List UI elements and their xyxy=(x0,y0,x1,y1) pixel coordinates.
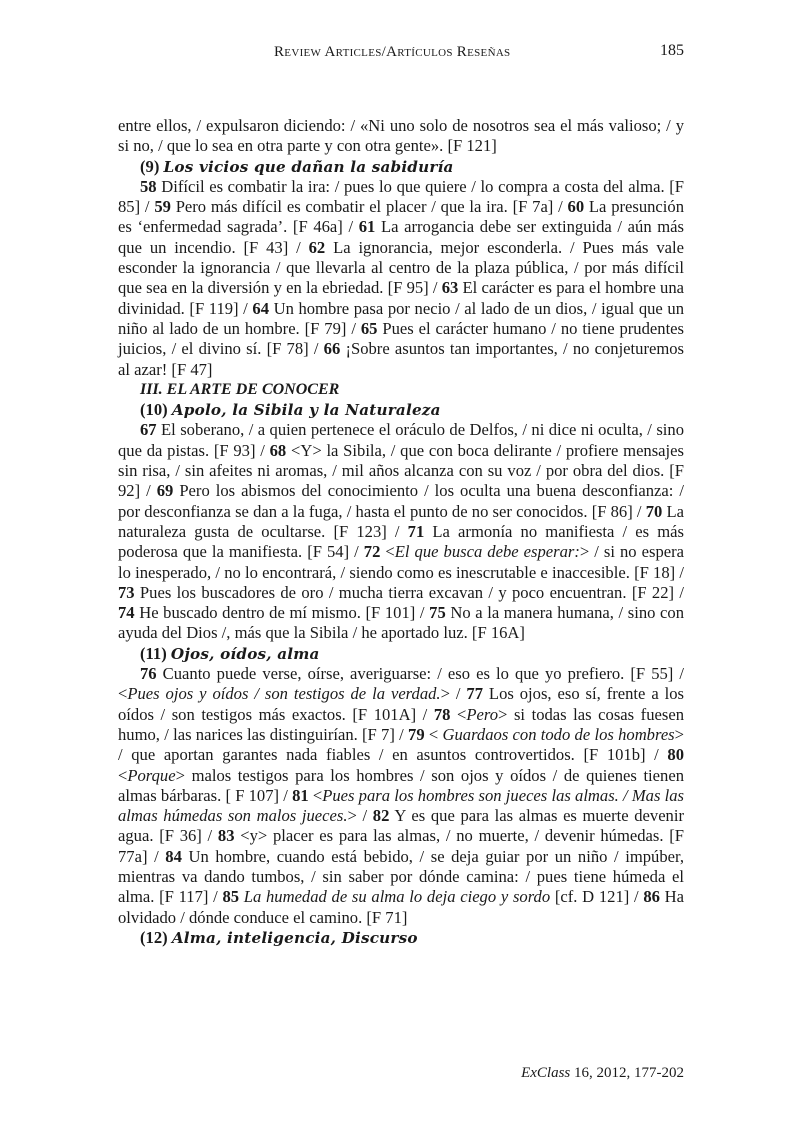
section-heading xyxy=(118,644,684,664)
text-run: Difícil es combatir la ira: / pues lo que quiere / lo compra a costa del alma. [F 85] / xyxy=(118,176,684,217)
italic-quote: Guardaos con todo de los hombres xyxy=(442,724,675,744)
text-run: > / que aportan garantes nada fiables / en asuntos controvertidos. [F 101b] / xyxy=(118,724,684,765)
fragment-number: 68 xyxy=(269,440,287,460)
fragment-number: 71 xyxy=(407,521,425,541)
fragment-number: 63 xyxy=(441,278,459,298)
fragment-number: 61 xyxy=(358,217,376,237)
text-run: Los ojos, eso sí, frente a los oídos / son testigos más exactos. [F 101A] / xyxy=(118,684,684,724)
italic-quote: Pues para los hombres son jueces las almas. / Mas las almas húmedas son malos jueces. xyxy=(118,785,684,826)
text-run: La armonía no manifiesta / es más poderosa que la manifiesta. [F 54] / xyxy=(118,521,684,562)
text-run: > / si no espera lo inesperado, / no lo encontrará, / siendo como es inescrutable e inaccesible. [F 18] / xyxy=(118,542,684,582)
journal-citation: 16, 2012, 177-202 xyxy=(570,1065,684,1081)
section-heading xyxy=(118,928,684,948)
text-run: El carácter es para el hombre una divinidad. [F 119] / xyxy=(118,278,684,318)
fragment-number: 67 xyxy=(140,420,157,440)
text-run: <Y> la Sibila, / que con boca delirante / profiere mensajes sin risa, / sin afeites ni aromas, / mil años alcanza con su voz / por obra del dios. [F 92] / xyxy=(118,440,684,501)
text-run: Ha olvidado / dónde conduce el camino. [F 71] xyxy=(118,887,684,927)
section-heading xyxy=(118,157,684,177)
text-run: Pero más difícil es combatir el placer / que la ira. [F 7a] / xyxy=(170,197,568,217)
section-heading xyxy=(118,400,684,420)
text-run: > / xyxy=(347,806,373,826)
fragment-number: 86 xyxy=(643,887,660,907)
fragment-number: 77 xyxy=(466,684,483,704)
text-run: La naturaleza gusta de ocultarse. [F 123] / xyxy=(118,501,684,541)
fragment-number: 82 xyxy=(372,806,390,826)
section-number: (9) xyxy=(140,156,160,176)
text-run: > / xyxy=(440,684,467,704)
journal-footer xyxy=(521,1065,684,1082)
italic-quote: El que busca debe esperar: xyxy=(394,542,580,562)
section-number: (10) xyxy=(140,400,168,420)
fragment-number: 78 xyxy=(433,704,451,724)
section-title: Los vicios que dañan la sabiduría xyxy=(163,157,454,176)
fragment-number: 66 xyxy=(323,339,341,359)
italic-quote: Pero xyxy=(466,704,499,724)
fragment-number: 75 xyxy=(429,603,446,623)
text-run: > si todas las cosas fuesen humo, / las narices las distinguirían. [F 7] / xyxy=(118,704,684,744)
paragraph xyxy=(118,420,684,643)
text-run: Un hombre pasa por necio / al lado de un dios, / igual que un niño al lado de un hombre. [F 79] / xyxy=(118,298,684,338)
text-run: Un hombre, cuando está bebido, / se deja guiar por un niño / impúber, mientras va dando tumbos, / sin saber por dónde camina: / pues tiene húmeda el alma. [F 117] / xyxy=(118,846,684,907)
fragment-number: 79 xyxy=(408,724,425,744)
italic-quote: Porque xyxy=(127,765,176,785)
paragraph xyxy=(118,664,684,928)
text-run: El soberano, / a quien pertenece el oráculo de Delfos, / ni dice ni oculta, / sino que da pistas. [F 93] / xyxy=(118,420,684,460)
fragment-number: 76 xyxy=(140,664,157,684)
part-heading: III. EL ARTE DE CONOCER xyxy=(140,380,340,398)
fragment-number: 60 xyxy=(567,197,585,217)
text-run: < xyxy=(118,765,128,785)
text-run: La ignorancia, mejor esconderla. / Pues más vale esconder la ignorancia / que llevarla al centro de la plaza pública, / por más difícil que sea en la diversión y en la ebriedad. [F 95] / xyxy=(118,237,684,298)
text-run: < xyxy=(308,785,323,805)
text-run: La presunción es ‘enfermedad sagrada’. [F 46a] / xyxy=(118,197,685,237)
fragment-number: 73 xyxy=(118,582,135,602)
page-number: 185 xyxy=(660,42,684,59)
text-run: entre ellos, / expulsaron diciendo: / «Ni uno solo de nosotros sea el más valioso; / y si no, / que lo sea en otra parte y con otra gente». [F 121] xyxy=(118,116,684,156)
fragment-number: 74 xyxy=(118,603,135,623)
italic-quote: La humedad de su alma lo deja ciego y sordo xyxy=(243,887,551,907)
fragment-number: 84 xyxy=(165,846,182,866)
text-run: [cf. D 121] / xyxy=(550,887,644,907)
fragment-number: 83 xyxy=(217,826,235,846)
section-title: Alma, inteligencia, Discurso xyxy=(171,928,418,947)
paragraph xyxy=(118,116,684,157)
text-run: Pero los abismos del conocimiento / los oculta una buena desconfianza: / por desconfianza se dan a la fuga, / hasta el punto de no ser conocidos. [F 86] / xyxy=(118,481,684,521)
text-run: <y> placer es para las almas, / no muerte, / devenir húmedas. [F 77a] / xyxy=(118,826,684,866)
text-run: Y es que para las almas es muerte devenir agua. [F 36] / xyxy=(118,806,684,846)
text-run: > malos testigos para los hombres / son ojos y oídos / de quienes tienen almas bárbaras. [ F 107] / xyxy=(118,765,684,805)
fragment-number: 69 xyxy=(156,481,174,501)
fragment-number: 70 xyxy=(645,501,663,521)
fragment-number: 58 xyxy=(140,176,157,196)
paragraph xyxy=(118,177,684,380)
text-run: La arrogancia debe ser extinguida / aún más que un incendio. [F 43] / xyxy=(118,217,684,257)
fragment-number: 72 xyxy=(363,542,381,562)
running-title: Review Articles/Artículos Reseñas xyxy=(274,44,511,60)
text-run: < xyxy=(380,542,395,562)
running-header xyxy=(118,44,684,68)
text-run: Pues el carácter humano / no tiene prudentes juicios, / el divino sí. [F 78] / xyxy=(118,318,684,359)
text-run: < xyxy=(424,724,443,744)
fragment-number: 85 xyxy=(222,887,240,907)
fragment-number: 59 xyxy=(154,197,171,217)
journal-name: ExClass xyxy=(521,1065,571,1081)
text-run: Pues los buscadores de oro / mucha tierra excavan / y poco encuentran. [F 22] / xyxy=(134,582,684,602)
text-run: ¡Sobre asuntos tan importantes, / no conjeturemos al azar! [F 47] xyxy=(118,339,684,379)
fragment-number: 62 xyxy=(308,237,326,257)
section-title: Ojos, oídos, alma xyxy=(170,644,320,663)
text-run: Cuanto puede verse, oírse, averiguarse: / eso es lo que yo prefiero. [F 55] / < xyxy=(118,664,684,704)
text-run: < xyxy=(450,704,467,724)
italic-quote: Pues ojos y oídos / son testigos de la verdad. xyxy=(127,684,441,704)
section-number: (12) xyxy=(140,927,168,947)
article-body xyxy=(118,116,684,948)
text-run: He buscado dentro de mí mismo. [F 101] / xyxy=(134,603,430,623)
fragment-number: 81 xyxy=(292,785,309,805)
section-title: Apolo, la Sibila y la Naturaleza xyxy=(171,401,441,420)
fragment-number: 80 xyxy=(667,745,684,765)
section-number: (11) xyxy=(140,643,167,663)
text-run: No a la manera humana, / sino con ayuda del Dios /, más que la Sibila / he aportado luz. [F 16A] xyxy=(118,603,684,643)
fragment-number: 64 xyxy=(252,298,269,318)
fragment-number: 65 xyxy=(360,318,378,338)
